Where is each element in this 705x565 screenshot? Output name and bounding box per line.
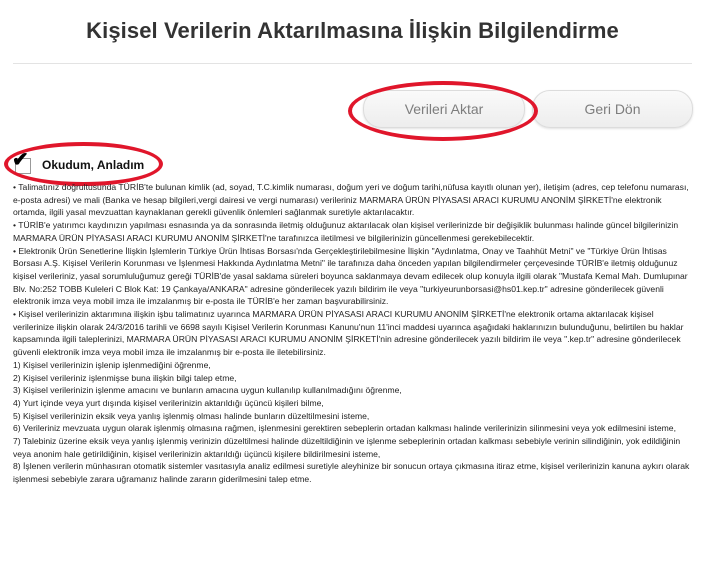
paragraph-turib-retention: • Elektronik Ürün Senetlerine İlişkin İşlemlerin Türkiye Ürün İhtisas Borsası'nda Gerçekleştirilebilmesine İlişkin "Aydınlatma, Onay ve Taahhüt Metni" ve "Türkiye Ürün İhtisas Borsası A.Ş. Kişisel Verilerin Korunması ve İşlenmesi Hakkında Aydınlatma Metni" ile tarafınıza daha önceden yapılan bilgilendirmeler çerçevesinde TÜRİB'e iletmiş olduğunuz kişisel verileriniz, yasal sorumluluğumuz gereği TÜRİB'de yasal saklama süreleri boyunca saklanmaya devam edilecek olup konuyla ilgili olarak "Mustafa Kemal Mah. Dumlupınar Blv. No:252 TOBB Kuleleri C Blok Kat: 19 Çankaya/ANKARA" adresine gönderilecek yazılı bildirim ile veya "turkiyeurunborsasi@hs01.kep.tr" adresine gönderilecek güvenli elektronik imza veya mobil imza ile imzalanmış bir e-posta ile TÜRİB'e her zaman başvurabilirsiniz. xyxy=(13,245,688,307)
right-item: 7) Talebiniz üzerine eksik veya yanlış işlenmiş verinizin düzeltilmesi halinde düzeltildiğinin ve işlenme sebeplerinin ortadan kalkması sebebiyle verinin silindiğinin, yok edildiğinin veya anonim hale getirildiğinin, kişisel verilerinizin aktarıldığı üçüncü kişilere bildirilmesini isteme, xyxy=(13,436,681,459)
paragraph-update-info: • TÜRİB'e yatırımcı kaydınızın yapılması esnasında ya da sonrasında iletmiş olduğunuz aktarılacak olan kişisel verilerinizde bir değişiklik bulunması halinde güncel bilgilerinizin MARMARA ÜRÜN PİYASASI ARACI KURUMU ANONİM ŞİRKETİ'ne tarafınızca iletilmesi ve bilgilerinizin güncellenmesi gerekebilecektir. xyxy=(13,220,679,243)
title-divider xyxy=(13,63,692,64)
consent-label[interactable]: Okudum, Anladım xyxy=(42,158,145,172)
right-item: 8) İşlenen verilerin münhasıran otomatik sistemler vasıtasıyla analiz edilmesi suretiyle aleyhinize bir sonucun ortaya çıkmasına itiraz etme, kişisel verilerinizin kanuna aykırı olarak işlenmesi sebebiyle zarara uğramanız halinde zararın giderilmesini talep etme. xyxy=(13,461,690,485)
checkmark-icon: ✔ xyxy=(12,149,29,171)
paragraph-rights-intro: • Kişisel verilerinizin aktarımına ilişkin işbu talimatınız uyarınca MARMARA ÜRÜN PİYASASI ARACI KURUMU ANONİM ŞİRKETİ'ne elektronik ortama aktarılacak kişisel verilerinize ilişkin olarak 24/3/2016 tarihli ve 6698 sayılı Kişisel Verilerin Korunması Kanunu'nun 11'inci maddesi uyarınca aşağıdaki haklarınızın bulunduğunu, belirtilen bu haklar kapsamında ilgili taleplerinizi, MARMARA ÜRÜN PİYASASI ARACI KURUMU ANONİM ŞİRKETİ'nin adresine gönderilecek yazılı bildirim ile veya ".kep.tr" adresine gönderilecek güvenli elektronik imza veya mobil imza ile imzalanmış bir e-posta ile iletebilirsiniz. xyxy=(13,309,684,358)
right-item: 2) Kişisel verileriniz işlenmişse buna ilişkin bilgi talep etme, xyxy=(13,372,237,383)
right-item: 4) Yurt içinde veya yurt dışında kişisel verilerinizin aktarıldığı üçüncü kişileri bilme, xyxy=(13,397,324,408)
paragraph-transfer-instruction: • Talimatınız doğrultusunda TÜRİB'te bulunan kimlik (ad, soyad, T.C.kimlik numarası, doğum yeri ve doğum tarihi,nüfusa kayıtlı olunan yer), iletişim (adres, cep telefonu numarası, e-posta adresi) ve mali (Banka ve hesap bilgileri,vergi dairesi ve vergi numarası) verileriniz MARMARA ÜRÜN PİYASASI ARACI KURUMU ANONİM ŞİRKETİ'ne elektronik ortamda, ilgili yasal mevzuattan kaynaklanan gerekli güvenlik önlemleri sağlanmak suretiyle aktarılacaktır. xyxy=(13,182,689,218)
right-item: 5) Kişisel verilerinizin eksik veya yanlış işlenmiş olması halinde bunların düzeltilmesini isteme, xyxy=(13,410,370,421)
back-button[interactable]: Geri Dön xyxy=(532,90,693,128)
transfer-data-button[interactable]: Verileri Aktar xyxy=(363,90,525,128)
right-item: 1) Kişisel verilerinizin işlenip işlenmediğini öğrenme, xyxy=(13,359,211,370)
right-item: 6) Verileriniz mevzuata uygun olarak işlenmiş olmasına rağmen, işlenmesini gerektiren sebeplerin ortadan kalkması halinde verilerinizin silinmesini veya yok edilmesini isteme, xyxy=(13,423,676,434)
disclosure-text xyxy=(13,181,695,486)
right-item: 3) Kişisel verilerinizin işlenme amacını ve bunların amacına uygun kullanılıp kullanılmadığını öğrenme, xyxy=(13,385,402,396)
page-title: Kişisel Verilerin Aktarılmasına İlişkin Bilgilendirme xyxy=(86,18,619,43)
